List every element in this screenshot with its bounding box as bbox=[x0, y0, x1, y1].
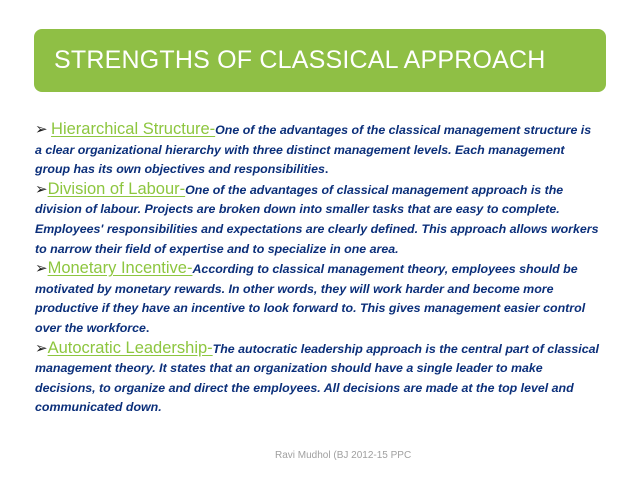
point-division-of-labour bbox=[35, 180, 600, 259]
point-suffix: . bbox=[145, 320, 150, 335]
point-heading: Division of Labour- bbox=[47, 179, 186, 198]
point-heading: Autocratic Leadership- bbox=[47, 338, 213, 357]
point-autocratic-leadership bbox=[35, 339, 600, 418]
arrow-bullet-icon: ➢ bbox=[35, 339, 48, 357]
point-heading: Hierarchical Structure- bbox=[51, 120, 216, 138]
arrow-bullet-icon: ➢ bbox=[35, 121, 48, 138]
title-banner bbox=[34, 29, 606, 92]
arrow-bullet-icon: ➢ bbox=[35, 180, 48, 198]
slide-footer: Ravi Mudhol (BJ 2012-15 PPC bbox=[275, 450, 412, 461]
arrow-bullet-icon: ➢ bbox=[35, 260, 48, 278]
point-text: One of the advantages of classical management approach is the division of labour. Projects are broken down into smaller tasks that are easy to complete. Employees' responsibilities and expectations are clearly defined. This approach allows workers to narrow their field of expertise and to specialize in one area. bbox=[35, 182, 599, 256]
slide-title: STRENGTHS OF CLASSICAL APPROACH bbox=[54, 46, 546, 74]
strengths-list bbox=[35, 120, 600, 418]
point-suffix: . bbox=[324, 162, 329, 177]
point-text: One of the advantages of the classical management structure is a clear organizational hierarchy with three distinct management levels. Each management group has its own objectives and responsibilities bbox=[35, 123, 592, 177]
point-text: According to classical management theory, employees should be motivated by monetary rewards. In other words, they will work harder and become more productive if they have an incentive to look forward to. This gives management easier control over the workforce bbox=[35, 262, 586, 335]
point-text: The autocratic leadership approach is the central part of classical management theory. It states that an organization should have a single leader to make decisions, to organize and direct the employees. All decisions are made at the top level and communicated down. bbox=[35, 341, 599, 415]
point-heading: Monetary Incentive- bbox=[47, 259, 193, 278]
point-hierarchical-structure bbox=[35, 120, 600, 180]
point-monetary-incentive bbox=[35, 259, 600, 338]
